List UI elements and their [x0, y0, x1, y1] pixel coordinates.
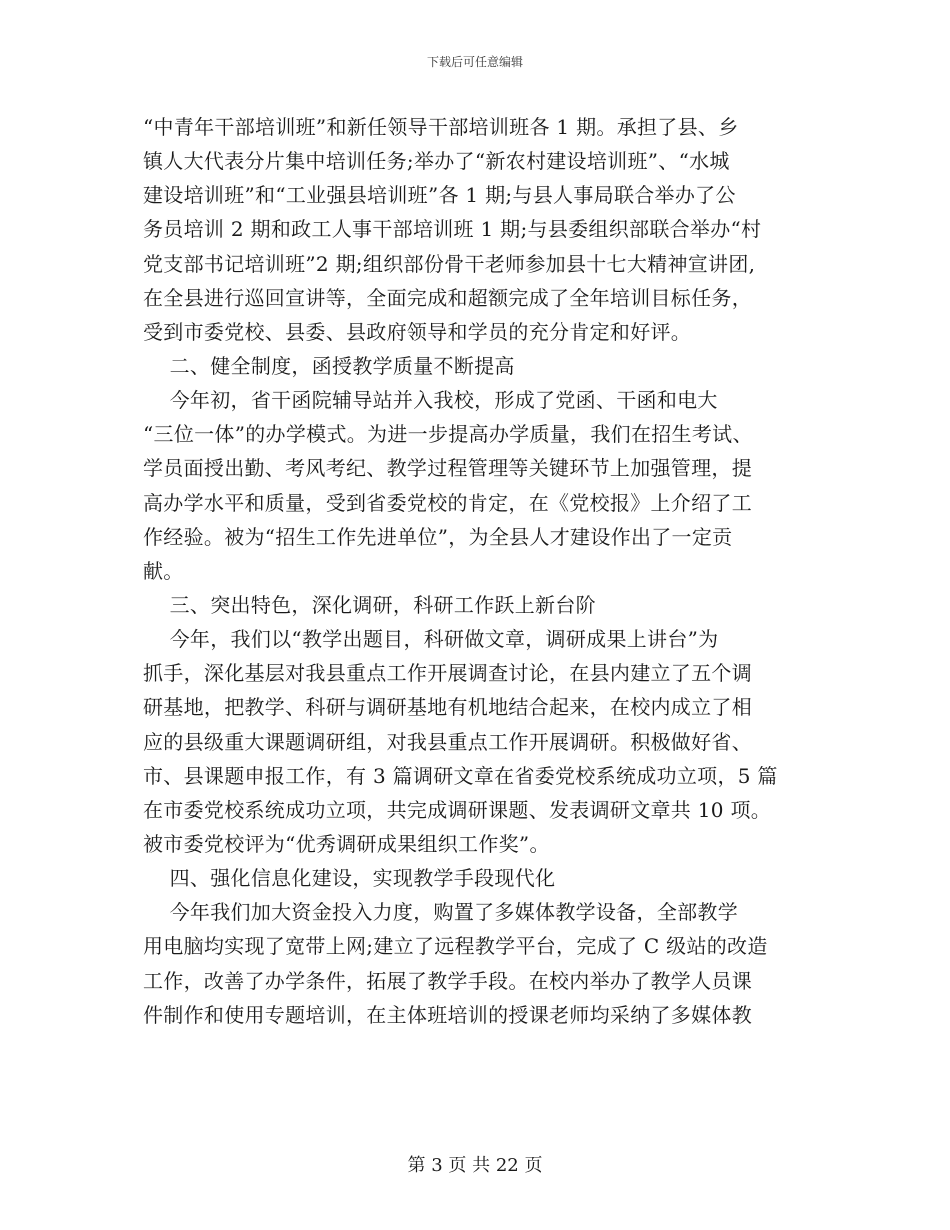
text-line: 用电脑均实现了宽带上网;建立了远程教学平台，完成了 C 级站的改造 — [143, 934, 768, 959]
text-line: 受到市委党校、县委、县政府领导和学员的充分肯定和好评。 — [143, 319, 692, 344]
text-line: “三位一体”的办学模式。为进一步提高办学质量，我们在招生考试、 — [143, 422, 753, 447]
page-number: 第 3 页 共 22 页 — [407, 1155, 543, 1176]
document-body — [143, 110, 813, 1032]
text-line: 今年初，省干函院辅导站并入我校，形成了党函、干函和电大 — [143, 388, 718, 413]
page-header: 下载后可任意编辑 — [426, 55, 523, 69]
text-line: 研基地，把教学、科研与调研基地有机地结合起来，在校内成立了相 — [143, 695, 752, 720]
text-line: 工作，改善了办学条件，拓展了教学手段。在校内举办了教学人员课 — [143, 968, 752, 993]
section-heading: 二、健全制度，函授教学质量不断提高 — [143, 353, 515, 378]
text-line: 学员面授出勤、考风考纪、教学过程管理等关键环节上加强管理，提 — [143, 456, 752, 481]
text-line: 市、县课题申报工作，有 3 篇调研文章在省委党校系统成功立项，5 篇 — [143, 763, 778, 788]
text-line: 作经验。被为“招生工作先进单位”，为全县人才建设作出了一定贡 — [143, 524, 733, 549]
section-heading: 四、强化信息化建设，实现教学手段现代化 — [143, 866, 556, 891]
text-line: 献。 — [143, 558, 184, 583]
text-line: 抓手，深化基层对我县重点工作开展调查讨论，在县内建立了五个调 — [143, 661, 752, 686]
text-line: 务员培训 2 期和政工人事干部培训班 1 期;与县委组织部联合举办“村 — [143, 217, 762, 242]
text-line: 应的县级重大课题调研组，对我县重点工作开展调研。积极做好省、 — [143, 729, 752, 754]
text-line: 镇人大代表分片集中培训任务;举办了“新农村建设培训班”、“水城 — [143, 149, 730, 174]
section-heading: 三、突出特色，深化调研，科研工作跃上新台阶 — [143, 592, 596, 617]
text-line: 今年，我们以“教学出题目，科研做文章，调研成果上讲台”为 — [143, 627, 719, 652]
text-line: “中青年干部培训班”和新任领导干部培训班各 1 期。承担了县、乡 — [143, 115, 739, 139]
text-line: 今年我们加大资金投入力度，购置了多媒体教学设备，全部教学 — [143, 900, 739, 925]
text-line: 在市委党校系统成功立项，共完成调研课题、发表调研文章共 10 项。 — [143, 797, 772, 822]
text-line: 党支部书记培训班”2 期;组织部份骨干老师参加县十七大精神宣讲团, — [143, 251, 756, 276]
text-line: 在全县进行巡回宣讲等，全面完成和超额完成了全年培训目标任务， — [143, 285, 752, 310]
text-line: 建设培训班”和“工业强县培训班”各 1 期;与县人事局联合举办了公 — [143, 183, 736, 208]
text-line: 件制作和使用专题培训，在主体班培训的授课老师均采纳了多媒体教 — [143, 1002, 752, 1027]
text-line: 被市委党校评为“优秀调研成果组织工作奖”。 — [143, 831, 550, 856]
text-line: 高办学水平和质量，受到省委党校的肯定，在《党校报》上介绍了工 — [143, 490, 752, 515]
